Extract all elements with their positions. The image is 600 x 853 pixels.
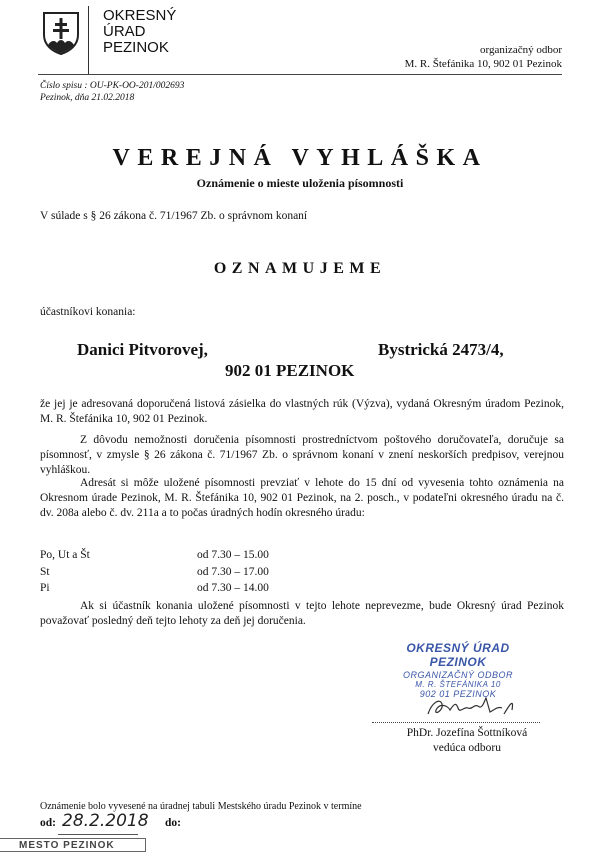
legal-basis: V súlade s § 26 zákona č. 71/1967 Zb. o správnom konaní xyxy=(40,210,308,222)
office-stamp xyxy=(378,641,538,699)
office-name-line2: ÚRAD xyxy=(103,23,146,40)
signature-line xyxy=(372,722,540,724)
paragraph-pickup xyxy=(40,476,564,521)
posting-note: Oznámenie bolo vyvesené na úradnej tabuli Mestského úradu Pezinok v termíne xyxy=(40,801,362,812)
paragraph-notice-text: že jej je adresovaná doporučená listová zásielka do vlastných rúk (Výzva), vydaná Okresným úradom Pezinok, M. R. Štefánika 10, 902 01 Pezinok. xyxy=(40,398,564,425)
paragraph-consequence xyxy=(40,599,564,629)
addressee-street: Bystrická 2473/4, xyxy=(378,340,504,359)
posted-to-label: do: xyxy=(165,817,181,829)
stamp-line2: ORGANIZAČNÝ ODBOR xyxy=(402,670,513,680)
paragraph-reason xyxy=(40,433,564,478)
document-subtitle: Oznámenie o mieste uloženia písomnosti xyxy=(196,176,404,190)
office-name-line1: OKRESNÝ xyxy=(103,7,177,24)
coat-of-arms-icon xyxy=(42,11,80,55)
hours-day: Pi xyxy=(40,582,50,594)
signer-name: PhDr. Jozefína Šottníková xyxy=(406,727,528,739)
office-name xyxy=(103,8,176,56)
department-name: organizačný odbor xyxy=(480,44,562,56)
hours-day: Po, Ut a Št xyxy=(40,549,90,561)
posted-from-underline xyxy=(58,834,138,835)
posted-from-value: 28.2.2018 xyxy=(62,811,149,831)
addressee-city: 902 01 PEZINOK xyxy=(225,361,355,380)
hours-time: od 7.30 – 14.00 xyxy=(197,582,269,594)
reference-block xyxy=(40,80,184,104)
participant-label: účastníkovi konania: xyxy=(40,306,136,318)
file-number: Číslo spisu : OU-PK-OO-201/002693 xyxy=(40,81,185,91)
department-block xyxy=(405,43,562,71)
city-stamp: MESTO PEZINOK xyxy=(0,838,146,852)
header-rule xyxy=(38,74,562,75)
signature-image xyxy=(420,692,530,722)
paragraph-consequence-text: Ak si účastník konania uložené písomnosti v tejto lehote neprevezme, bude Okresný úrad Pezinok považovať posledný deň tejto lehoty za deň jej doručenia. xyxy=(40,600,564,627)
paragraph-reason-text: Z dôvodu nemožnosti doručenia písomnosti prostredníctvom poštového doručovateľa, doručuje sa písomnosť, v zmysle § 26 zákona č. 71/1967 Zb. o správnom konaní v znení neskorších predpisov, verejnou vyhláškou. xyxy=(40,434,564,476)
issue-date: Pezinok, dňa 21.02.2018 xyxy=(40,93,135,103)
hours-time: od 7.30 – 17.00 xyxy=(197,566,269,578)
hours-time: od 7.30 – 15.00 xyxy=(197,549,269,561)
header-divider xyxy=(88,6,89,74)
announce-heading: OZNAMUJEME xyxy=(213,260,387,277)
stamp-line1: OKRESNÝ ÚRAD PEZINOK xyxy=(406,641,510,669)
document-title: VEREJNÁ VYHLÁŠKA xyxy=(112,145,488,171)
paragraph-pickup-text: Adresát si môže uložené písomnosti prevziať v lehote do 15 dní od vyvesenia tohto oznámenia na Okresnom úrade Pezinok, M. R. Štefánika 10, 902 01 Pezinok, na 2. posch., v podateľni okresného úradu na č. dv. 208a alebo č. dv. 211a a to počas úradných hodín okresného úradu: xyxy=(40,477,564,519)
stamp-line3: M. R. ŠTEFÁNIKA 10 xyxy=(415,680,501,689)
addressee-name: Danici Pitvorovej, xyxy=(77,340,208,359)
posted-from-label: od: xyxy=(40,817,56,829)
stamp-line4: 902 01 PEZINOK xyxy=(419,689,497,699)
signer-role: vedúca odboru xyxy=(432,742,502,754)
hours-day: St xyxy=(40,566,50,578)
department-address: M. R. Štefánika 10, 902 01 Pezinok xyxy=(404,58,562,70)
paragraph-notice xyxy=(40,397,564,427)
office-name-line3: PEZINOK xyxy=(103,39,169,56)
